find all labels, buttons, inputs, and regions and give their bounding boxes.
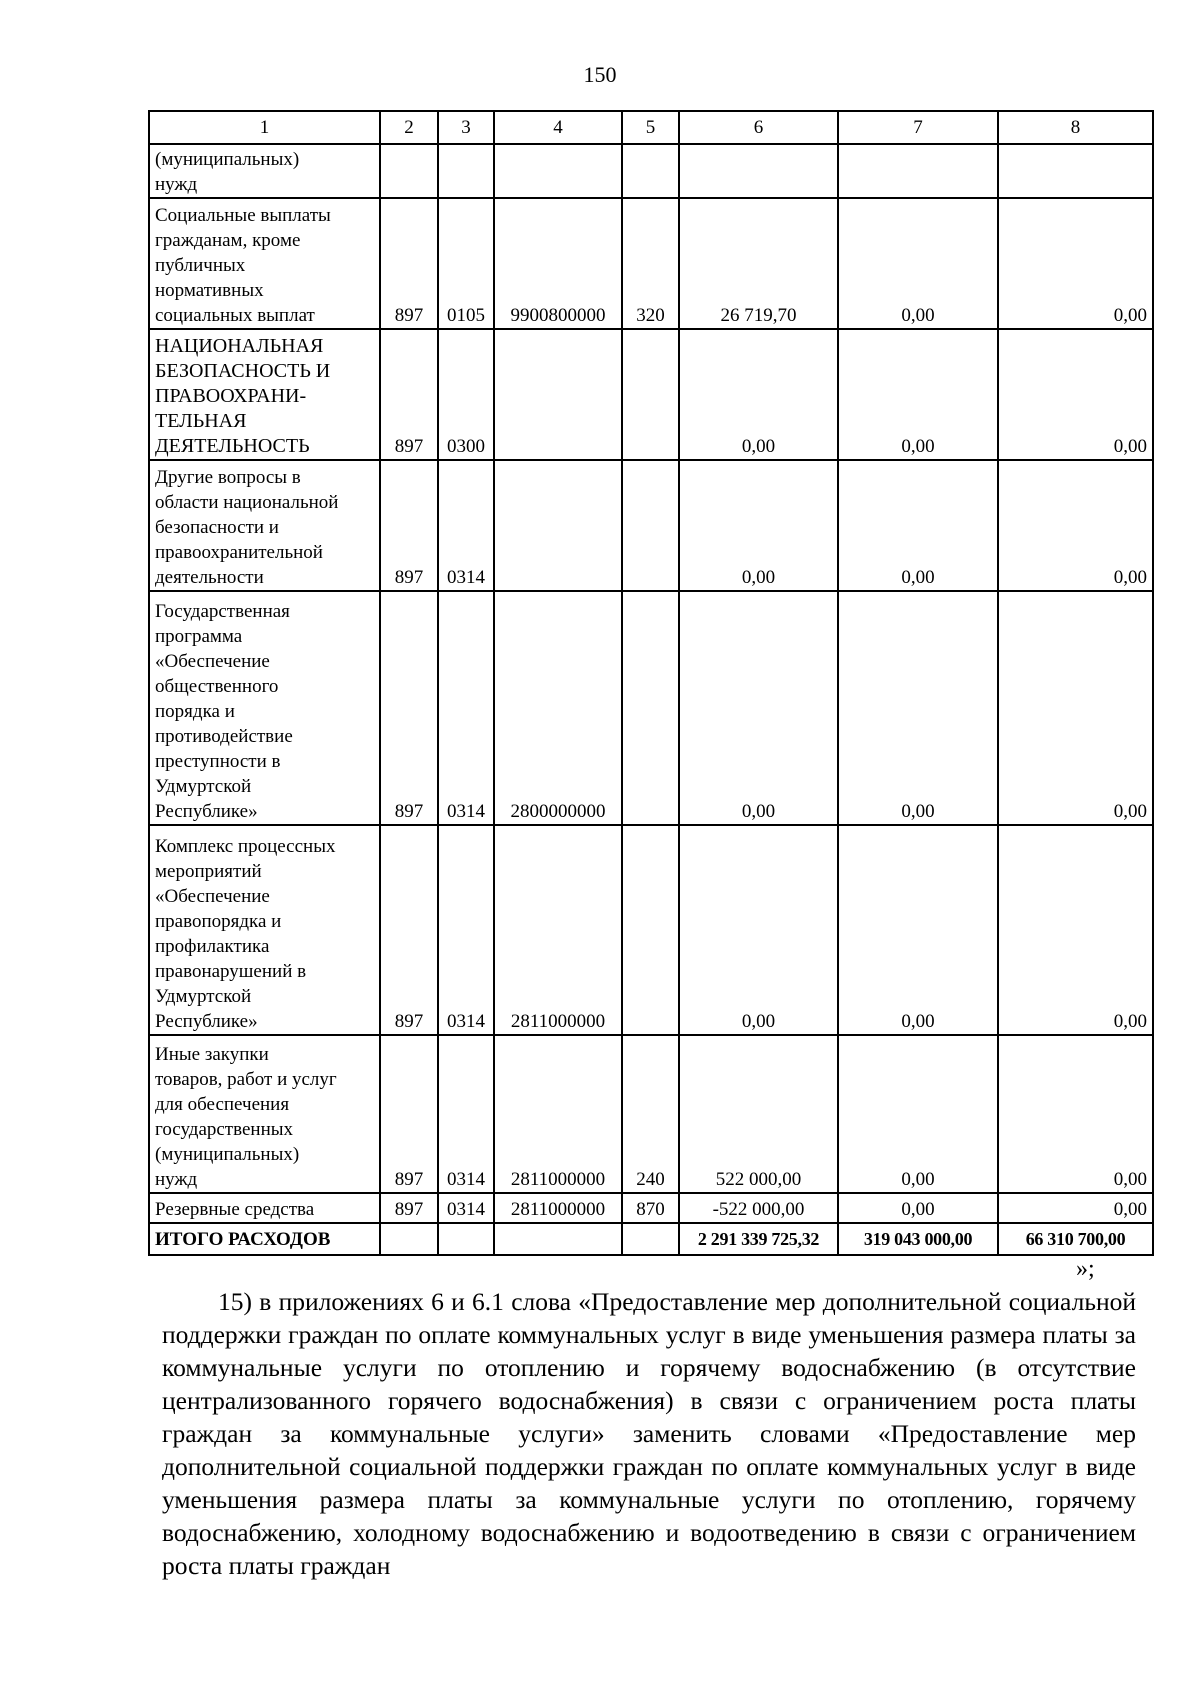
table-row [149,198,1153,329]
cell-target-article [494,460,622,591]
cell-target-article: 2800000000 [494,591,622,825]
table-row [149,591,1153,825]
cell-expense-type [622,825,679,1035]
cell-amount-3 [998,144,1153,198]
cell-amount-2: 0,00 [838,1193,998,1223]
closing-quote: »; [1076,1256,1095,1282]
cell-section: 0314 [438,460,494,591]
column-header: 7 [838,111,998,144]
row-name: Другие вопросы в области национальной безопасности и правоохранительной деятельности [149,460,380,591]
cell-amount-1: 26 719,70 [679,198,838,329]
page-number: 150 [583,62,617,87]
empty-cell [438,1223,494,1255]
row-name: Социальные выплаты гражданам, кроме публичных нормативных социальных выплат [149,198,380,329]
empty-cell [494,1223,622,1255]
cell-amount-3: 0,00 [998,825,1153,1035]
column-header: 3 [438,111,494,144]
table-row [149,1035,1153,1193]
column-header: 8 [998,111,1153,144]
cell-expense-type [622,329,679,460]
row-name: (муниципальных) нужд [149,144,380,198]
cell-amount-1: 0,00 [679,460,838,591]
cell-admin-code: 897 [380,460,438,591]
cell-section: 0314 [438,591,494,825]
table-header-row [149,111,1153,144]
cell-section: 0300 [438,329,494,460]
cell-admin-code: 897 [380,1193,438,1223]
cell-expense-type: 870 [622,1193,679,1223]
cell-section: 0314 [438,825,494,1035]
cell-amount-1: -522 000,00 [679,1193,838,1223]
cell-amount-1: 0,00 [679,825,838,1035]
empty-cell [380,1223,438,1255]
column-header: 6 [679,111,838,144]
table-row [149,144,1153,198]
cell-amount-2: 0,00 [838,825,998,1035]
cell-expense-type: 320 [622,198,679,329]
table-row [149,460,1153,591]
cell-amount-1: 522 000,00 [679,1035,838,1193]
empty-cell [622,1223,679,1255]
cell-admin-code: 897 [380,591,438,825]
cell-target-article: 2811000000 [494,825,622,1035]
cell-amount-3: 0,00 [998,460,1153,591]
cell-amount-3: 0,00 [998,591,1153,825]
cell-target-article [494,144,622,198]
cell-amount-2: 0,00 [838,460,998,591]
cell-amount-2 [838,144,998,198]
amendment-paragraph: 15) в приложениях 6 и 6.1 слова «Предоставление мер дополнительной социальной поддержки граждан по оплате коммунальных услуг в виде уменьшения размера платы за коммунальные услуги по отоплению и горячему водоснабжению (в отсутствие централизованного горячего водоснабжения) в связи с ограничением роста платы граждан за коммунальные услуги» заменить словами «Предоставление мер дополнительной социальной поддержки граждан по оплате коммунальных услуг в виде уменьшения размера платы за коммунальные услуги по отоплению, горячему водоснабжению, холодному водоснабжению и водоотведению в связи с ограничением роста платы граждан [162,1287,1136,1580]
row-name: Иные закупки товаров, работ и услуг для обеспечения государственных (муниципальных) нужд [149,1035,380,1193]
column-header: 1 [149,111,380,144]
total-row [149,1223,1153,1255]
cell-amount-3: 0,00 [998,1193,1153,1223]
cell-amount-1 [679,144,838,198]
total-amount-3: 66 310 700,00 [998,1223,1153,1255]
cell-amount-2: 0,00 [838,198,998,329]
table-row [149,329,1153,460]
cell-section: 0314 [438,1035,494,1193]
cell-amount-3: 0,00 [998,198,1153,329]
cell-admin-code: 897 [380,1035,438,1193]
cell-expense-type [622,460,679,591]
column-header: 2 [380,111,438,144]
cell-amount-2: 0,00 [838,329,998,460]
total-amount-2: 319 043 000,00 [838,1223,998,1255]
row-name: Комплекс процессных мероприятий «Обеспечение правопорядка и профилактика правонарушений в Удмуртской Республике» [149,825,380,1035]
cell-expense-type [622,144,679,198]
cell-amount-2: 0,00 [838,591,998,825]
row-name: Государственная программа «Обеспечение общественного порядка и противодействие преступности в Удмуртской Республике» [149,591,380,825]
column-header: 5 [622,111,679,144]
cell-amount-2: 0,00 [838,1035,998,1193]
row-name: Резервные средства [149,1193,380,1223]
column-header: 4 [494,111,622,144]
table-row [149,825,1153,1035]
budget-table [148,110,1154,1256]
table-row [149,1193,1153,1223]
cell-expense-type: 240 [622,1035,679,1193]
cell-target-article: 2811000000 [494,1193,622,1223]
row-name: НАЦИОНАЛЬНАЯ БЕЗОПАСНОСТЬ И ПРАВООХРАНИ- ТЕЛЬНАЯ ДЕЯТЕЛЬНОСТЬ [149,329,380,460]
cell-admin-code: 897 [380,825,438,1035]
cell-admin-code: 897 [380,198,438,329]
cell-amount-1: 0,00 [679,591,838,825]
cell-amount-1: 0,00 [679,329,838,460]
cell-target-article: 9900800000 [494,198,622,329]
cell-amount-3: 0,00 [998,329,1153,460]
total-amount-1: 2 291 339 725,32 [679,1223,838,1255]
cell-expense-type [622,591,679,825]
cell-target-article: 2811000000 [494,1035,622,1193]
cell-section [438,144,494,198]
cell-admin-code [380,144,438,198]
cell-section: 0314 [438,1193,494,1223]
cell-target-article [494,329,622,460]
cell-amount-3: 0,00 [998,1035,1153,1193]
cell-admin-code: 897 [380,329,438,460]
total-label: ИТОГО РАСХОДОВ [149,1223,380,1255]
cell-section: 0105 [438,198,494,329]
